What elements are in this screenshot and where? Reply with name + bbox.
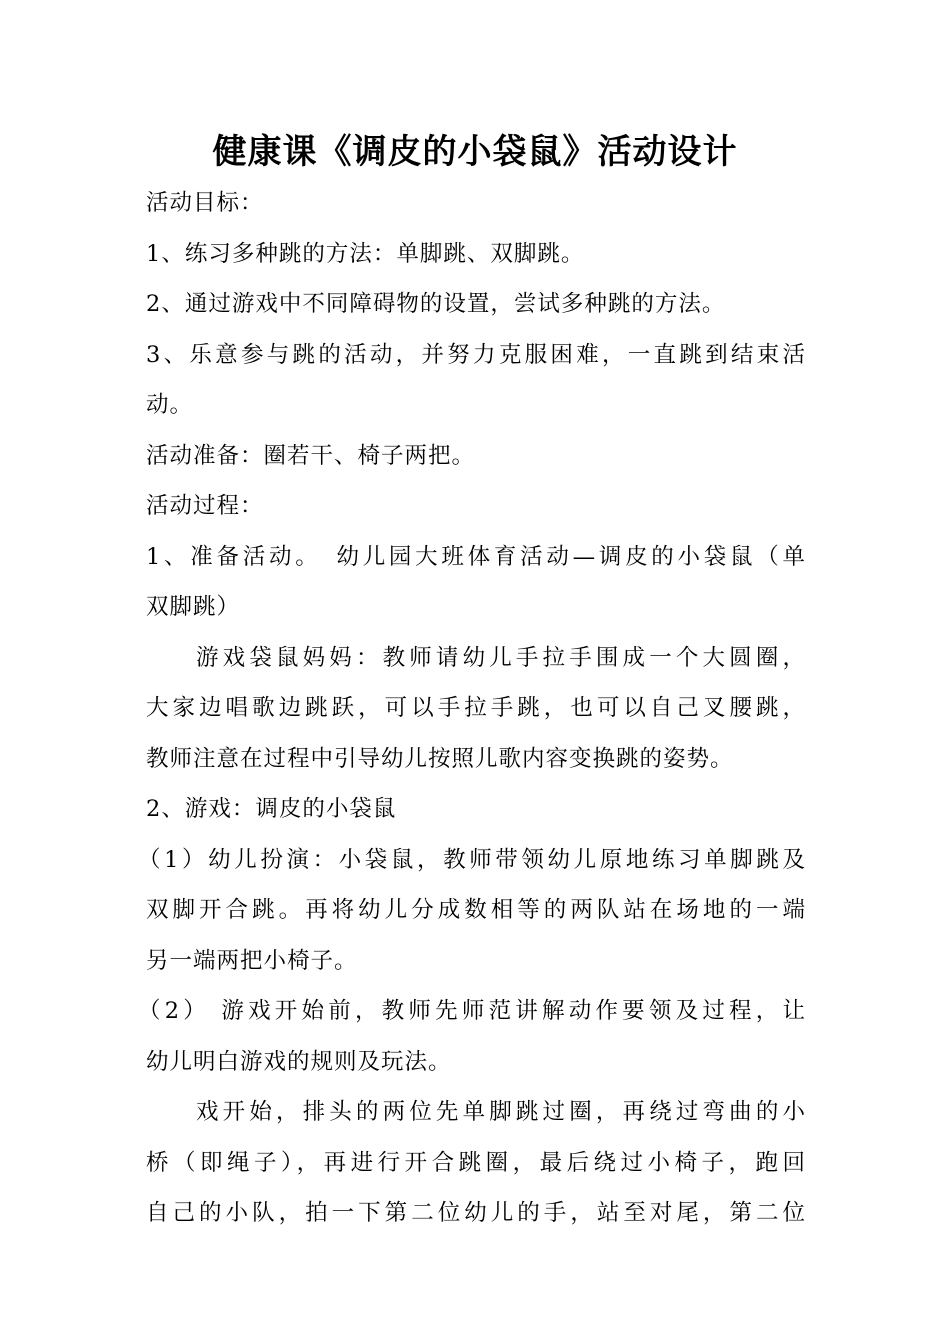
section-heading-process: 活动过程： (146, 493, 264, 519)
substep-1: （1）幼儿扮演：小袋鼠，教师带领幼儿原地练习单脚跳及 (138, 846, 806, 873)
substep-2: （2） 游戏开始前，教师先师范讲解动作要领及过程，让 (138, 998, 806, 1024)
section-preparation: 活动准备：圈若干、椅子两把。 (146, 442, 476, 469)
goal-item-2: 2、通过游戏中不同障碍物的设置，尝试多种跳的方法。 (146, 291, 726, 317)
paragraph-line: 游戏袋鼠妈妈：教师请幼儿手拉手围成一个大圆圈， (196, 644, 806, 671)
paragraph-line: 另一端两把小椅子。 (146, 947, 358, 974)
document-title: 健康课《调皮的小袋鼠》活动设计 (212, 132, 738, 172)
process-step-1-continued: 双脚跳） (146, 594, 241, 620)
document-body (138, 178, 806, 1239)
goal-item-1: 1、练习多种跳的方法：单脚跳、双脚跳。 (146, 240, 585, 267)
process-step-1: 1、准备活动。 幼儿园大班体育活动—调皮的小袋鼠（单 (146, 543, 806, 570)
process-step-2: 2、游戏：调皮的小袋鼠 (146, 796, 397, 822)
section-heading-goals: 活动目标： (146, 190, 264, 216)
goal-item-3: 3、乐意参与跳的活动，并努力克服困难，一直跳到结束活 (146, 341, 806, 368)
paragraph-line: 教师注意在过程中引导幼儿按照儿歌内容变换跳的姿势。 (146, 745, 734, 772)
goal-item-3-continued: 动。 (146, 392, 194, 418)
paragraph-line: 桥（即绳子），再进行开合跳圈，最后绕过小椅子，跑回 (146, 1149, 806, 1176)
paragraph-line: 戏开始，排头的两位先单脚跳过圈，再绕过弯曲的小 (196, 1099, 806, 1125)
paragraph-line: 幼儿明白游戏的规则及玩法。 (146, 1048, 452, 1075)
paragraph-line: 自己的小队，拍一下第二位幼儿的手，站至对尾，第二位 (146, 1200, 806, 1226)
paragraph-line: 大家边唱歌边跳跃，可以手拉手跳，也可以自己叉腰跳， (146, 695, 806, 721)
paragraph-line: 双脚开合跳。再将幼儿分成数相等的两队站在场地的一端 (146, 897, 806, 923)
